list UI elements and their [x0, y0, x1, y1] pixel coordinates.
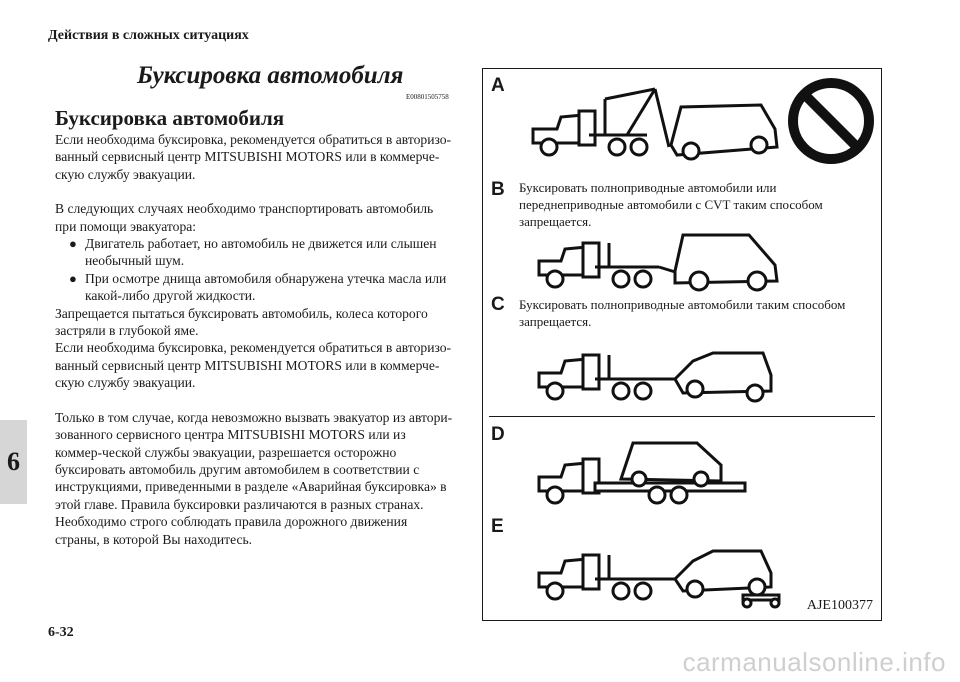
scene-b-wheel-lift — [535, 231, 785, 301]
prohibited-sign-icon — [785, 75, 877, 167]
figure-label-b: B — [491, 179, 505, 200]
tow-truck-icon — [539, 243, 685, 287]
page-title: Буксировка автомобиля — [137, 62, 404, 89]
paragraph-intro: Если необходима буксировка, рекомендуется обратиться в авторизо-ванный сервисный центр MITSUBISHI MOTORS или в коммерче-скую службу эвакуации. — [55, 132, 452, 182]
caption-b: Буксировать полноприводные автомобили или переднеприводные автомобили с CVT таким способом запрещается. — [519, 180, 823, 229]
scene-e-dolly — [535, 547, 785, 609]
paragraph-prohibition: Запрещается пытаться буксировать автомобиль, колеса которого застряли в глубокой яме. — [55, 305, 428, 339]
chapter-tab: 6 — [0, 420, 27, 504]
wheel-dolly-icon — [743, 595, 779, 607]
tow-truck-icon — [539, 555, 679, 599]
figure-label-c: C — [491, 294, 505, 315]
bullet-icon: ● — [69, 236, 77, 252]
list-item — [55, 270, 455, 305]
car-icon — [675, 235, 777, 290]
section-header: Действия в сложных ситуациях — [48, 28, 249, 43]
paragraph-emergency: Только в том случае, когда невозможно вызвать эвакуатор из автори-зованного сервисного центра MITSUBISHI MOTORS или из коммер-ческой службы эвакуации, разрешается осторожно буксировать автомобиль другим автомобилем в соответствии с инструкциями, приведенными в разделе «Аварийная буксировка» в этой главе. Правила буксировки различаются в разных странах. Необходимо строго соблюдать правила дорожного движения страны, в которой Вы находитесь. — [55, 409, 453, 547]
scene-c-wheel-lift — [535, 349, 785, 409]
bullet-text: Двигатель работает, но автомобиль не движется или слышен необычный шум. — [85, 236, 437, 269]
paragraph-service: Если необходима буксировка, рекомендуется обратиться в авторизо-ванный сервисный центр MITSUBISHI MOTORS или в коммерче-скую службу эвакуации. — [55, 340, 452, 391]
scene-d-flatbed — [535, 439, 755, 509]
figure-label-e: E — [491, 516, 504, 537]
bullet-text: При осмотре днища автомобиля обнаружена утечка масла или какой-либо другой жидкости. — [85, 270, 447, 304]
caption-c: Буксировать полноприводные автомобили таким способом запрещается. — [519, 297, 846, 329]
car-icon — [621, 443, 721, 486]
tow-truck-icon — [539, 355, 679, 399]
bullet-icon: ● — [69, 270, 77, 286]
list-item — [55, 235, 455, 270]
tow-truck-icon — [533, 89, 669, 155]
figure-divider — [489, 416, 875, 417]
figure-label-d: D — [491, 424, 505, 445]
figure-code: AJE100377 — [806, 598, 873, 613]
scene-a-wrecker-lift — [527, 85, 787, 175]
towing-figure — [482, 68, 882, 621]
document-code: E00801505758 — [406, 93, 449, 101]
body-text — [55, 131, 455, 548]
figure-label-a: A — [491, 75, 505, 96]
paragraph-conditions: В следующих случаях необходимо транспортировать автомобиль при помощи эвакуатора: — [55, 201, 434, 234]
car-icon — [675, 353, 771, 401]
section-subtitle: Буксировка автомобиля — [55, 106, 285, 130]
car-icon — [671, 105, 777, 159]
watermark: carmanualsonline.info — [682, 647, 946, 677]
car-icon — [675, 551, 771, 597]
page-number: 6-32 — [48, 625, 74, 640]
